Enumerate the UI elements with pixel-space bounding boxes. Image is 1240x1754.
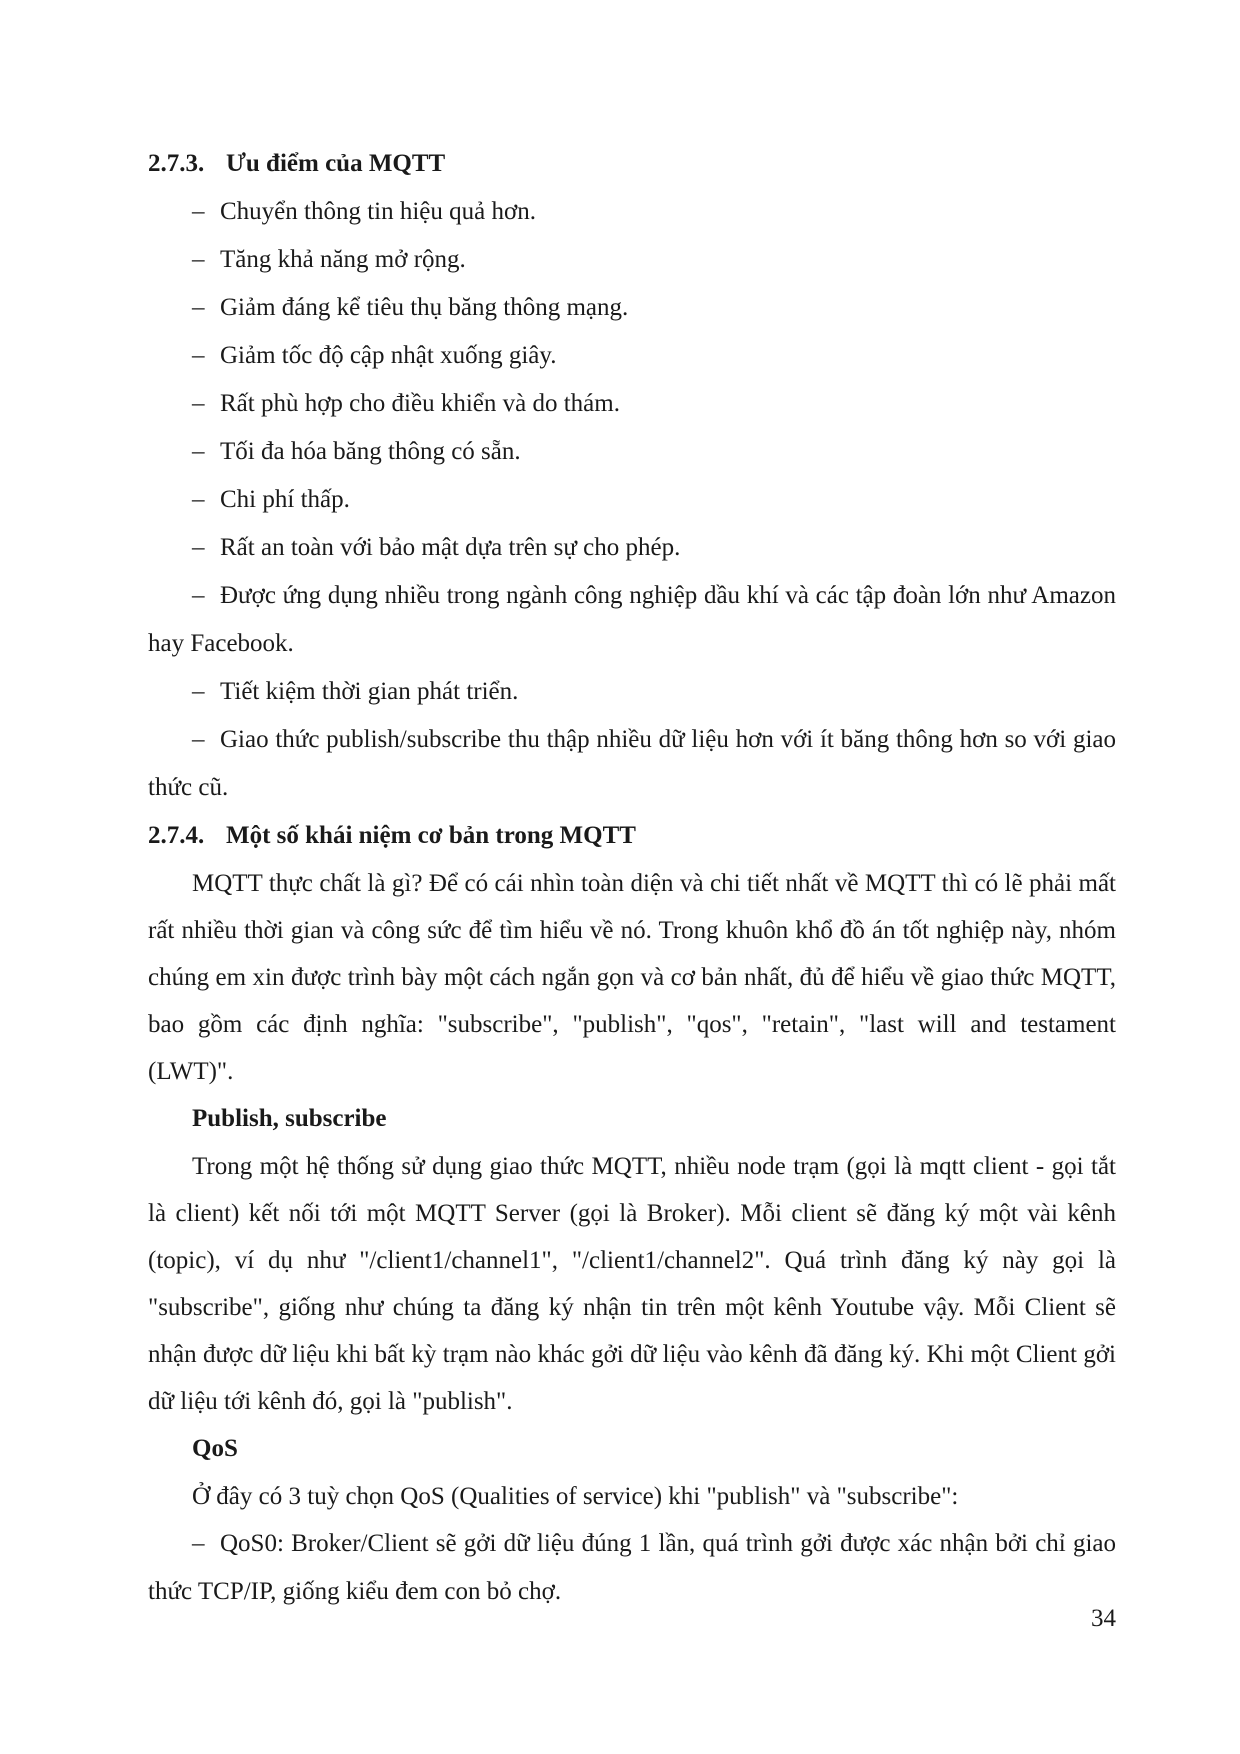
- list-item: – Giao thức publish/subscribe thu thập nhiều dữ liệu hơn với ít băng thông hơn so với giao thức cũ.: [148, 716, 1116, 812]
- list-item: – Tăng khả năng mở rộng.: [148, 236, 1116, 284]
- list-item: – QoS0: Broker/Client sẽ gởi dữ liệu đúng 1 lần, quá trình gởi được xác nhận bởi chỉ giao thức TCP/IP, giống kiểu đem con bỏ chợ.: [148, 1520, 1116, 1616]
- list-item: – Chi phí thấp.: [148, 476, 1116, 524]
- section-heading-2-7-3: [148, 140, 1116, 188]
- bullet-dash: –: [192, 486, 205, 513]
- page-number: 34: [1091, 1605, 1116, 1632]
- page-content: [148, 140, 1116, 1616]
- paragraph-qos-intro: Ở đây có 3 tuỳ chọn QoS (Qualities of service) khi "publish" và "subscribe":: [192, 1483, 959, 1510]
- bullet-dash: –: [192, 438, 205, 465]
- list-item: – Giảm tốc độ cập nhật xuống giây.: [148, 332, 1116, 380]
- subheading-qos: QoS: [192, 1435, 238, 1462]
- bullet-dash: –: [192, 294, 205, 321]
- bullet-dash: –: [192, 1530, 205, 1557]
- bullet-dash: –: [192, 198, 205, 225]
- paragraph-publish-subscribe: Trong một hệ thống sử dụng giao thức MQTT, nhiều node trạm (gọi là mqtt client - gọi tắt là client) kết nối tới một MQTT Server (gọi là Broker). Mỗi client sẽ đăng ký một vài kênh (topic), ví dụ như "/client1/channel1", "/client1/channel2". Quá trình đăng ký này gọi là "subscribe", giống như chúng ta đăng ký nhận tin trên một kênh Youtube vậy. Mỗi Client sẽ nhận được dữ liệu khi bất kỳ trạm nào khác gởi dữ liệu vào kênh đã đăng ký. Khi một Client gởi dữ liệu tới kênh đó, gọi là "publish".: [148, 1153, 1116, 1415]
- bullet-dash: –: [192, 678, 205, 705]
- list-item: – Được ứng dụng nhiều trong ngành công nghiệp dầu khí và các tập đoàn lớn như Amazon hay Facebook.: [148, 572, 1116, 668]
- section-title: Một số khái niệm cơ bản trong MQTT: [226, 822, 636, 849]
- subheading-publish-subscribe: Publish, subscribe: [192, 1105, 387, 1132]
- section-number: 2.7.3.: [148, 150, 205, 177]
- list-item: – Chuyển thông tin hiệu quả hơn.: [148, 188, 1116, 236]
- section-title: Ưu điểm của MQTT: [226, 150, 446, 177]
- list-item: – Rất an toàn với bảo mật dựa trên sự cho phép.: [148, 524, 1116, 572]
- bullet-dash: –: [192, 582, 205, 609]
- bullet-dash: –: [192, 342, 205, 369]
- bullet-dash: –: [192, 246, 205, 273]
- list-item: – Tối đa hóa băng thông có sẵn.: [148, 428, 1116, 476]
- bullet-dash: –: [192, 390, 205, 417]
- section-number: 2.7.4.: [148, 822, 205, 849]
- bullet-dash: –: [192, 726, 205, 753]
- list-item: – Giảm đáng kể tiêu thụ băng thông mạng.: [148, 284, 1116, 332]
- bullet-dash: –: [192, 534, 205, 561]
- section-heading-2-7-4: [148, 812, 1116, 860]
- paragraph-intro: MQTT thực chất là gì? Để có cái nhìn toàn diện và chi tiết nhất về MQTT thì có lẽ phải mất rất nhiều thời gian và công sức để tìm hiểu về nó. Trong khuôn khổ đồ án tốt nghiệp này, nhóm chúng em xin được trình bày một cách ngắn gọn và cơ bản nhất, đủ để hiểu về giao thức MQTT, bao gồm các định nghĩa: "subscribe", "publish", "qos", "retain", "last will and testament (LWT)".: [148, 870, 1116, 1085]
- list-item: – Rất phù hợp cho điều khiển và do thám.: [148, 380, 1116, 428]
- list-item: – Tiết kiệm thời gian phát triển.: [148, 668, 1116, 716]
